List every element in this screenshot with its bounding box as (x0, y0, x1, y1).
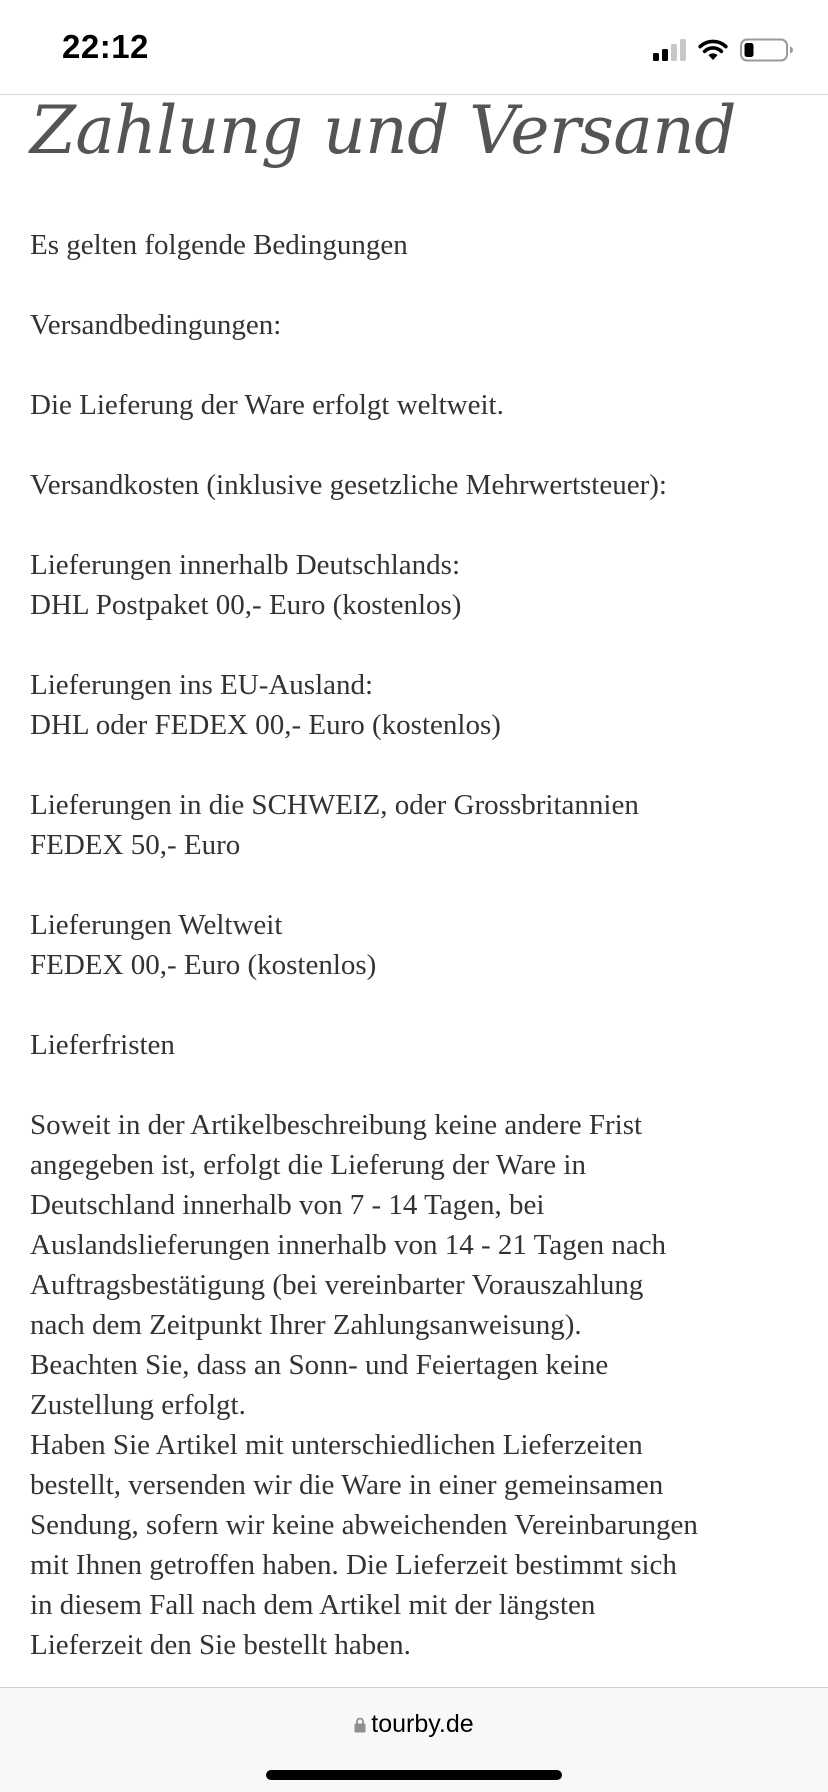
battery-icon (740, 38, 794, 62)
page-content (30, 94, 800, 1665)
text-line: Lieferungen in die SCHWEIZ, oder Grossbritannien (30, 789, 639, 821)
text-line: Lieferzeit den Sie bestellt haben. (30, 1629, 411, 1661)
page-body (30, 225, 800, 1665)
home-indicator[interactable] (266, 1770, 562, 1780)
text-line: Sendung, sofern wir keine abweichenden Vereinbarungen (30, 1509, 698, 1541)
text-line: DHL oder FEDEX 00,- Euro (kostenlos) (30, 709, 501, 741)
text-line: mit Ihnen getroffen haben. Die Lieferzeit bestimmt sich (30, 1549, 677, 1581)
paragraph-shipping-terms (30, 305, 800, 345)
text-line: Es gelten folgende Bedingungen (30, 229, 408, 261)
text-line: in diesem Fall nach dem Artikel mit der längsten (30, 1589, 596, 1621)
page-title: Zahlung und Versand (30, 92, 736, 169)
signal-icon (653, 39, 686, 61)
lock-icon (354, 1717, 366, 1733)
paragraph-delivery-times-heading (30, 1025, 800, 1065)
text-line: Lieferungen Weltweit (30, 909, 283, 941)
text-line: bestellt, versenden wir die Ware in einer gemeinsamen (30, 1469, 664, 1501)
wifi-icon (698, 39, 728, 61)
status-icons (653, 36, 794, 64)
paragraph-intro (30, 225, 800, 265)
paragraph-worldwide-delivery (30, 905, 800, 985)
text-line: DHL Postpaket 00,- Euro (kostenlos) (30, 589, 462, 621)
text-line: Deutschland innerhalb von 7 - 14 Tagen, bei (30, 1189, 545, 1221)
status-bar (0, 0, 828, 95)
url-bar[interactable] (0, 1687, 828, 1792)
paragraph-eu (30, 665, 800, 745)
url-domain-button[interactable] (0, 1710, 828, 1739)
paragraph-switzerland-uk (30, 785, 800, 865)
text-line: FEDEX 50,- Euro (30, 829, 241, 861)
text-line: nach dem Zeitpunkt Ihrer Zahlungsanweisung). (30, 1309, 582, 1341)
text-line: Lieferungen innerhalb Deutschlands: (30, 549, 461, 581)
paragraph-shipping-costs (30, 465, 800, 505)
text-line: Die Lieferung der Ware erfolgt weltweit. (30, 389, 504, 421)
status-time: 22:12 (62, 28, 149, 65)
paragraph-worldwide (30, 385, 800, 425)
text-line: Haben Sie Artikel mit unterschiedlichen Lieferzeiten (30, 1429, 643, 1461)
text-line: Versandkosten (inklusive gesetzliche Mehrwertsteuer): (30, 469, 667, 501)
text-line: Beachten Sie, dass an Sonn- und Feiertagen keine (30, 1349, 609, 1381)
url-domain-text: tourby.de (371, 1710, 474, 1738)
text-line: Auftragsbestätigung (bei vereinbarter Vorauszahlung (30, 1269, 644, 1301)
text-line: FEDEX 00,- Euro (kostenlos) (30, 949, 377, 981)
text-line: Lieferungen ins EU-Ausland: (30, 669, 374, 701)
text-line: Versandbedingungen: (30, 309, 282, 341)
text-line: Auslandslieferungen innerhalb von 14 - 21 Tagen nach (30, 1229, 667, 1261)
text-line: Soweit in der Artikelbeschreibung keine andere Frist (30, 1109, 643, 1141)
paragraph-germany (30, 545, 800, 625)
text-line: Zustellung erfolgt. (30, 1389, 246, 1421)
text-line: angegeben ist, erfolgt die Lieferung der Ware in (30, 1149, 586, 1181)
paragraph-delivery-times (30, 1105, 800, 1665)
text-line: Lieferfristen (30, 1029, 175, 1061)
